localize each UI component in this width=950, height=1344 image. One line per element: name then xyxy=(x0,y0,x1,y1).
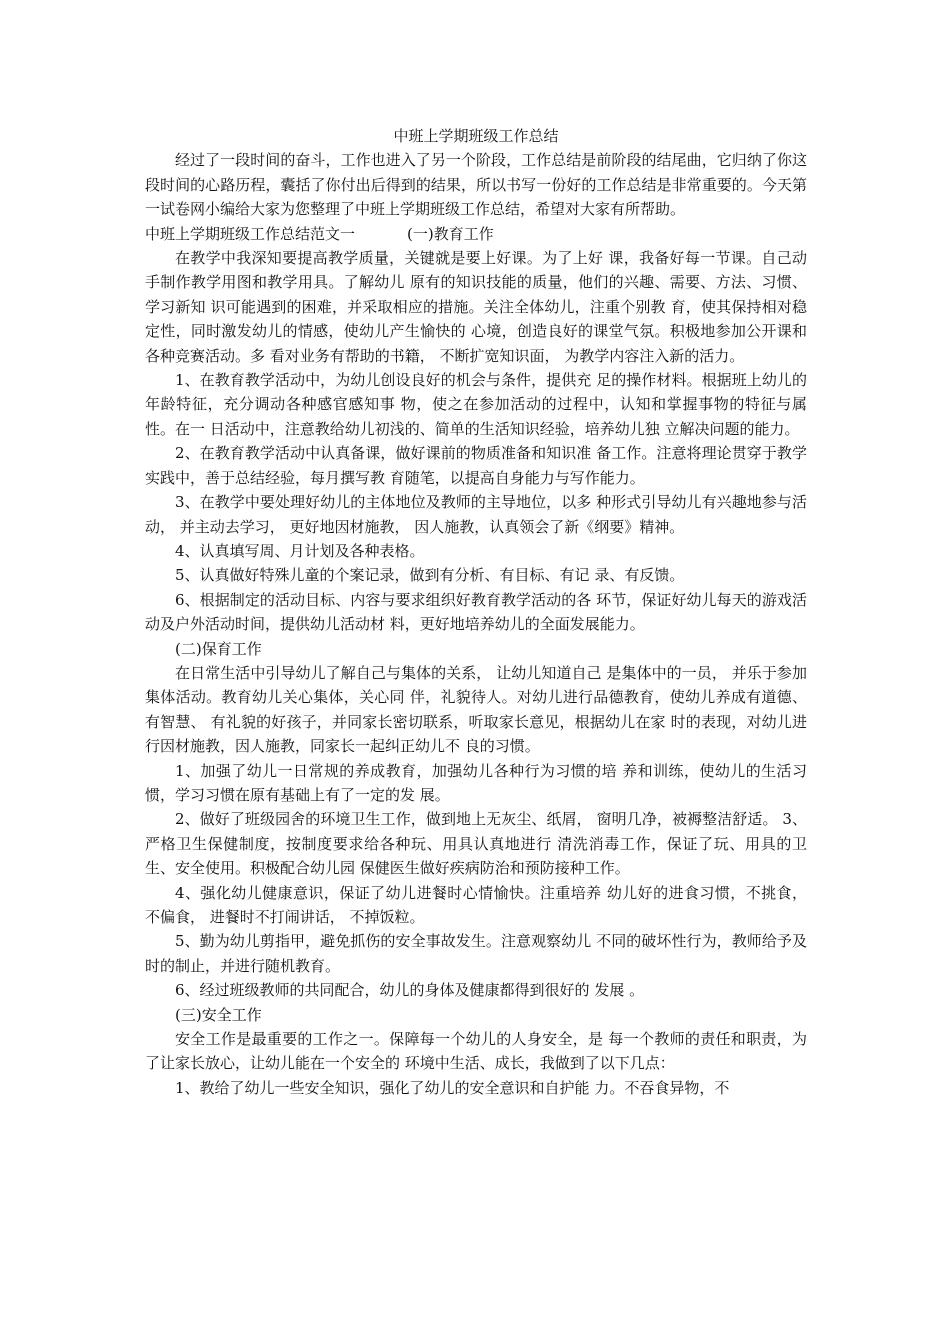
section-heading-education: (一)教育工作 xyxy=(407,224,494,243)
education-item: 3、在教学中要处理好幼儿的主体地位及教师的主导地位，以多 种形式引导幼儿有兴趣地参与活动， 并主动去学习， 更好地因材施教， 因人施教，认真领会了新《纲要》精神。 xyxy=(145,493,807,536)
education-item: 4、认真填写周、月计划及各种表格。 xyxy=(175,541,425,560)
document-page xyxy=(145,124,807,1100)
sample-heading-line xyxy=(145,222,807,246)
education-item: 1、在教育教学活动中，为幼儿创设良好的机会与条件，提供充 足的操作材料。根据班上幼儿的年龄特征，充分调动各种感官感知事 物，使之在参加活动的过程中，认知和掌握事物的特征与属性。在一 日活动中，注意教给幼儿初浅的、简单的生活知识经验，培养幼儿独 立解决问题的能力。 xyxy=(145,371,807,438)
document-title: 中班上学期班级工作总结 xyxy=(393,127,559,145)
education-item: 5、认真做好特殊儿童的个案记录，做到有分析、有目标、有记 录、有反馈。 xyxy=(175,566,685,585)
education-item: 6、根据制定的活动目标、内容与要求组织好教育教学活动的各 环节，保证好幼儿每天的游戏活动及户外活动时间，提供幼儿活动材 料，更好地培养幼儿的全面发展能力。 xyxy=(145,590,807,634)
safety-item: 1、教给了幼儿一些安全知识，强化了幼儿的安全意识和自护能 力。不吞食异物，不 xyxy=(175,1078,730,1097)
section-heading-care: (二)保育工作 xyxy=(175,639,262,658)
safety-body: 安全工作是最重要的工作之一。保障每一个幼儿的人身安全，是 每一个教师的责任和职责，为了让家长放心，让幼儿能在一个安全的 环境中生活、成长，我做到了以下几点： xyxy=(145,1030,807,1073)
care-item: 2、做好了班级园舍的环境卫生工作，做到地上无灰尘、纸屑， 窗明几净，被褥整洁舒适。 3、严格卫生保健制度，按制度要求给各种玩、用具认真地进行 清洗消毒工作，保证了玩、用具的卫生、安全使用。积极配合幼儿园 保健医生做好疾病防治和预防接种工作。 xyxy=(145,810,807,878)
education-item: 2、在教育教学活动中认真备课，做好课前的物质准备和知识准 备工作。注意将理论贯穿于教学实践中，善于总结经验，每月撰写教 育随笔，以提高自身能力与写作能力。 xyxy=(145,444,807,487)
education-body: 在教学中我深知要提高教学质量，关键就是要上好课。为了上好 课，我备好每一节课。自己动手制作教学用图和教学用具。了解幼儿 原有的知识技能的质量，他们的兴趣、需要、方法、习惯、学习新知 识可能遇到的困难，并采取相应的措施。关注全体幼儿，注重个别教 育，使其保持相对稳定性，同时激发幼儿的情感，使幼儿产生愉快的 心境，创造良好的课堂气氛。积极地参加公开课和各种竞赛活动。多 看对业务有帮助的书籍， 不断扩宽知识面， 为教学内容注入新的活力。 xyxy=(145,249,807,365)
care-item: 1、加强了幼儿一日常规的养成教育，加强幼儿各种行为习惯的培 养和训练，使幼儿的生活习惯，学习习惯在原有基础上有了一定的发 展。 xyxy=(145,761,807,804)
sample-heading: 中班上学期班级工作总结范文一 xyxy=(145,224,356,243)
care-item: 5、勤为幼儿剪指甲，避免抓伤的安全事故发生。注意观察幼儿 不同的破坏性行为，教师给予及时的制止，并进行随机教育。 xyxy=(145,932,807,975)
care-body: 在日常生活中引导幼儿了解自己与集体的关系， 让幼儿知道自己 是集体中的一员， 并乐于参加集体活动。教育幼儿关心集体，关心同 伴，礼貌待人。对幼儿进行品德教育，使幼儿养成有道德、有智慧、 有礼貌的好孩子，并同家长密切联系，听取家长意见，根据幼儿在家 时的表现，对幼儿进行因材施教，因人施教，同家长一起纠正幼儿不 良的习惯。 xyxy=(145,663,807,756)
care-item: 6、经过班级教师的共同配合，幼儿的身体及健康都得到很好的 发展 。 xyxy=(175,981,645,1000)
section-heading-safety: (三)安全工作 xyxy=(175,1005,262,1024)
care-item: 4、强化幼儿健康意识，保证了幼儿进餐时心情愉快。注重培养 幼儿好的进食习惯，不挑食， 不偏食， 进餐时不打闹讲话， 不掉饭粒。 xyxy=(145,883,807,926)
intro-paragraph: 经过了一段时间的奋斗，工作也进入了另一个阶段，工作总结是前阶段的结尾曲，它归纳了你这段时间的心路历程，囊括了你付出后得到的结果，所以书写一份好的工作总结是非常重要的。今天第一试卷网小编给大家为您整理了中班上学期班级工作总结，希望对大家有所帮助。 xyxy=(145,151,807,219)
